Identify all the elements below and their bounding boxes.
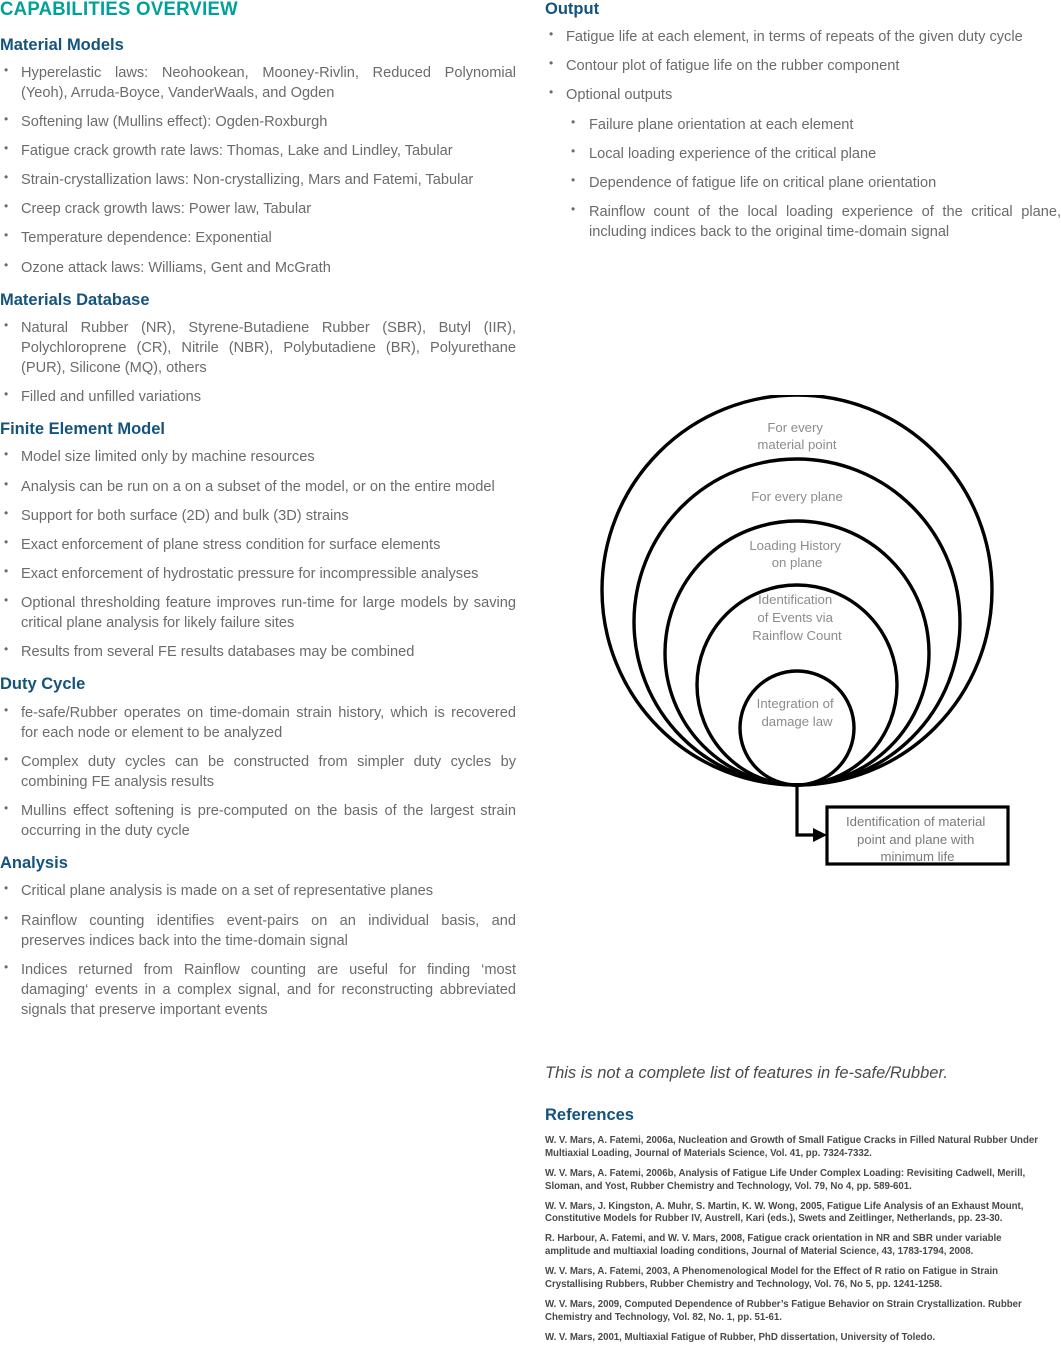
bullet-list-finite-element-model: [0, 447, 516, 662]
bullet-text: • Temperature dependence: Exponential: [21, 230, 272, 247]
label-line: Identification: [758, 592, 833, 607]
list-item: [0, 141, 516, 161]
reference-item: W. V. Mars, J. Kingston, A. Muhr, S. Martin, K. W. Wong, 2005, Fatigue Life Analysis of an Exhaust Mount, Constitutive Models for Rubber IV, Austrell, Kari (eds.), Swets and Zeitlinger, Netherlands, pp. 23-30.: [545, 1200, 1024, 1225]
section-heading-material-models: Material Models: [0, 35, 124, 54]
circle-label-every-plane: [751, 489, 843, 504]
sub-bullet-list-optional-outputs: [566, 115, 1061, 243]
list-item: [545, 27, 1061, 47]
bullet-text: • Analysis can be run on a on a subset of the model, or on the entire model: [21, 478, 495, 495]
list-item: [0, 387, 516, 407]
bullet-list-material-models: [0, 63, 516, 278]
bullet-text: • Natural Rubber (NR), Styrene-Butadiene Rubber (SBR), Butyl (IIR), Polychloroprene (CR), Nitrile (NBR), Polybutadiene (BR), Polyurethane (PUR), Silicone (MQ), others: [21, 319, 516, 377]
section-heading-finite-element-model: Finite Element Model: [0, 420, 166, 439]
bullet-text: • Rainflow counting identifies event-pairs on an individual basis, and preserves indices back into the time-domain signal: [21, 912, 516, 949]
label-line: Identification of material: [846, 814, 986, 829]
references-list: [545, 1135, 1045, 1352]
bullet-text: • Critical plane analysis is made on a set of representative planes: [21, 883, 434, 900]
right-column: [545, 0, 1061, 251]
bullet-text: • Results from several FE results databases may be combined: [21, 644, 415, 661]
list-item: [0, 199, 516, 219]
reference-item: W. V. Mars, 2009, Computed Dependence of Rubber’s Fatigue Behavior on Strain Crystallization. Rubber Chemistry and Technology, Vol. 82, No. 1, pp. 51-61.: [545, 1298, 1022, 1323]
label-line: Rainflow Count: [752, 628, 842, 643]
label-line: damage law: [761, 714, 833, 729]
bullet-text: • Indices returned from Rainflow counting are useful for finding ‘most damaging‘ events in a complex signal, and for reconstructing abbreviated signals that preserve important events: [21, 961, 516, 1019]
list-item: [0, 477, 516, 497]
label-line: material point: [757, 437, 837, 452]
bullet-list-duty-cycle: [0, 703, 516, 842]
circle-label-integration-damage-law: [757, 696, 838, 729]
bullet-text: • Support for both surface (2D) and bulk (3D) strains: [21, 507, 349, 524]
sub-list-item: [566, 173, 1061, 193]
list-item: [0, 170, 516, 190]
bullet-text: • Exact enforcement of plane stress condition for surface elements: [21, 536, 441, 553]
list-item: [0, 960, 516, 1020]
circle-label-identification-events: [752, 592, 842, 643]
left-column: [0, 0, 516, 1029]
list-item: [0, 564, 516, 584]
list-item: [0, 506, 516, 526]
reference-item: W. V. Mars, 2001, Multiaxial Fatigue of Rubber, PhD dissertation, University of Toledo.: [545, 1331, 936, 1343]
bullet-text: • Optional outputs: [566, 87, 673, 104]
section-heading-output: Output: [545, 0, 600, 18]
bullet-text: • Filled and unfilled variations: [21, 389, 202, 406]
sub-bullet-text: Failure plane orientation at each element: [589, 116, 854, 133]
sub-list-item: [566, 115, 1061, 135]
list-item: [0, 318, 516, 378]
diagram-svg: [545, 395, 1015, 885]
list-item: [0, 258, 516, 278]
bullet-text: • Fatigue life at each element, in terms of repeats of the given duty cycle: [566, 29, 1023, 46]
label-line: Loading History: [749, 538, 841, 553]
section-heading-duty-cycle: Duty Cycle: [0, 675, 86, 694]
list-item: [0, 228, 516, 248]
bullet-text: • Strain-crystallization laws: Non-crystallizing, Mars and Fatemi, Tabular: [21, 172, 474, 189]
label-line: of Events via: [757, 610, 833, 625]
bullet-text: • Ozone attack laws: Williams, Gent and McGrath: [21, 259, 331, 276]
bullet-text: • Fatigue crack growth rate laws: Thomas, Lake and Lindley, Tabular: [21, 143, 453, 160]
sub-bullet-text: Rainflow count of the local loading experience of the critical plane, including indices back to the original time-domain signal: [589, 203, 1061, 241]
bullet-text: • Complex duty cycles can be constructed from simpler duty cycles by combining FE analysis results: [21, 753, 516, 790]
list-item: [0, 881, 516, 901]
reference-item: W. V. Mars, A. Fatemi, 2003, A Phenomenological Model for the Effect of R ratio on Fatigue in Strain Crystallising Rubbers, Rubber Chemistry and Technology, Vol. 76, No 5, pp. 1241-1258.: [545, 1266, 999, 1291]
list-item: [0, 703, 516, 743]
list-item: [0, 447, 516, 467]
label-line: Integration of: [756, 696, 834, 711]
bullet-list-output: [545, 27, 1061, 242]
section-heading-analysis: Analysis: [0, 854, 68, 873]
bullet-text: • Hyperelastic laws: Neohookean, Mooney-Rivlin, Reduced Polynomial (Yeoh), Arruda-Boyce, VanderWaals, and Ogden: [21, 64, 516, 101]
bullet-text: • Exact enforcement of hydrostatic pressure for incompressible analyses: [21, 565, 479, 582]
reference-item: W. V. Mars, A. Fatemi, 2006a, Nucleation and Growth of Small Fatigue Cracks in Filled Natural Rubber Under Multiaxial Loading, Journal of Materials Science, Vol. 41, pp. 7324-7332.: [545, 1135, 1038, 1159]
list-item: [0, 593, 516, 633]
bullet-text: • Contour plot of fatigue life on the rubber component: [566, 58, 900, 75]
list-item: [0, 642, 516, 662]
page-title: CAPABILITIES OVERVIEW: [0, 0, 238, 20]
circle-label-material-point: [757, 420, 836, 452]
list-item: [0, 535, 516, 555]
bullet-text: • Model size limited only by machine resources: [21, 449, 315, 466]
bullet-text: • Softening law (Mullins effect): Ogden-Roxburgh: [21, 113, 328, 130]
label-line: For every: [767, 420, 824, 435]
sub-list-item: [566, 144, 1061, 164]
label-line: point and plane with: [857, 832, 975, 847]
connector-arrow: [797, 785, 815, 835]
section-heading-materials-database: Materials Database: [0, 290, 150, 309]
list-item: [0, 112, 516, 132]
list-item: [545, 85, 1061, 242]
reference-item: R. Harbour, A. Fatemi, and W. V. Mars, 2008, Fatigue crack orientation in NR and SBR under variable amplitude and multiaxial loading conditions, Journal of Material Science, 43, 1783-1794, 2008.: [545, 1233, 1002, 1258]
list-item: [0, 752, 516, 792]
bullet-text: • Optional thresholding feature improves run-time for large models by saving critical plane analysis for likely failure sites: [21, 595, 516, 632]
nested-circle-process-diagram: [545, 395, 1015, 885]
sub-bullet-text: Local loading experience of the critical plane: [589, 145, 877, 162]
reference-item: W. V. Mars, A. Fatemi, 2006b, Analysis of Fatigue Life Under Complex Loading: Revisiting Cadwell, Merill, Sloman, and Yost, Rubber Chemistry and Technology, Vol. 79, No 4, pp. 589-601.: [545, 1167, 1026, 1192]
sub-bullet-text: Dependence of fatigue life on critical plane orientation: [589, 174, 937, 191]
list-item: [0, 63, 516, 103]
label-line: minimum life: [880, 849, 955, 864]
circle-label-loading-history: [749, 538, 844, 570]
list-item: [0, 911, 516, 951]
disclaimer-note: This is not a complete list of features in fe-safe/Rubber.: [545, 1064, 948, 1082]
arrowhead-icon: [813, 828, 827, 842]
label-line: on plane: [771, 555, 823, 570]
list-item: [0, 801, 516, 841]
bullet-text: • fe-safe/Rubber operates on time-domain strain history, which is recovered for each node or element to be analyzed: [21, 704, 516, 741]
bullet-list-analysis: [0, 881, 516, 1020]
label-line: For every plane: [751, 489, 843, 504]
list-item: [545, 56, 1061, 76]
bullet-text: • Mullins effect softening is pre-computed on the basis of the largest strain occurring in the duty cycle: [21, 803, 516, 840]
bullet-text: • Creep crack growth laws: Power law, Tabular: [21, 201, 312, 218]
sub-list-item: [566, 202, 1061, 242]
bullet-list-materials-database: [0, 318, 516, 408]
references-heading: References: [545, 1106, 634, 1124]
